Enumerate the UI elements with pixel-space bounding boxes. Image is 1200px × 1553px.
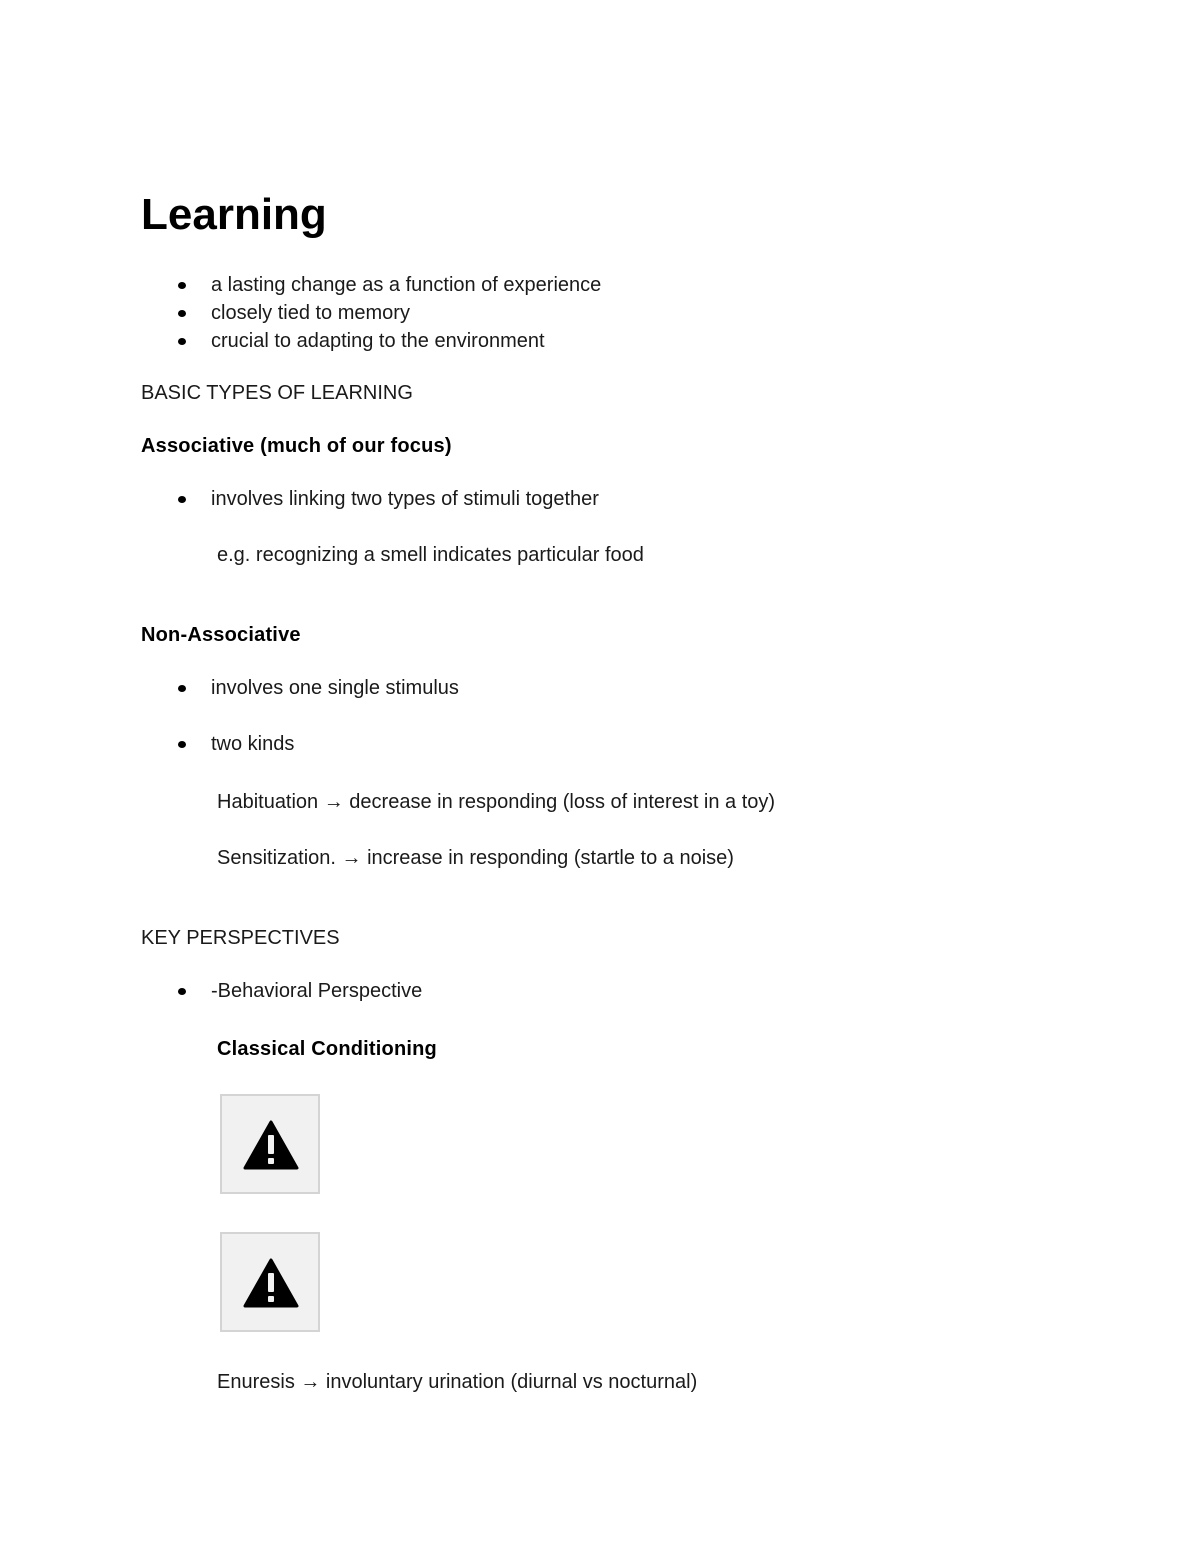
bullet-dot <box>178 741 186 748</box>
habituation-line: Habituation → decrease in responding (loss of interest in a toy) <box>217 791 776 813</box>
section-heading-key-perspectives: KEY PERSPECTIVES <box>141 927 340 949</box>
sensitization-line: Sensitization. → increase in responding (startle to a noise) <box>217 847 734 869</box>
enuresis-note: Enuresis → involuntary urination (diurnal vs nocturnal) <box>217 1371 698 1393</box>
warning-icon <box>243 1258 299 1308</box>
behavioral-perspective-bullet: -Behavioral Perspective <box>211 980 423 1002</box>
non-associative-bullet-2: two kinds <box>211 733 295 755</box>
bullet-dot <box>178 496 186 503</box>
broken-image-placeholder <box>220 1094 320 1194</box>
associative-example: e.g. recognizing a smell indicates particular food <box>217 544 644 566</box>
bullet-dot <box>178 282 186 289</box>
associative-bullet: involves linking two types of stimuli together <box>211 488 599 510</box>
intro-bullet-3: crucial to adapting to the environment <box>211 330 545 352</box>
bullet-dot <box>178 310 186 317</box>
bullet-dot <box>178 338 186 345</box>
non-associative-heading: Non-Associative <box>141 624 301 646</box>
intro-bullet-1: a lasting change as a function of experience <box>211 274 602 296</box>
warning-icon <box>243 1120 299 1170</box>
intro-bullet-2: closely tied to memory <box>211 302 410 324</box>
page-title: Learning <box>141 190 327 239</box>
non-associative-bullet-1: involves one single stimulus <box>211 677 459 699</box>
broken-image-placeholder <box>220 1232 320 1332</box>
bullet-dot <box>178 988 186 995</box>
bullet-dot <box>178 685 186 692</box>
associative-heading: Associative (much of our focus) <box>141 435 452 457</box>
section-heading-basic-types: BASIC TYPES OF LEARNING <box>141 382 413 404</box>
classical-conditioning-heading: Classical Conditioning <box>217 1038 437 1060</box>
